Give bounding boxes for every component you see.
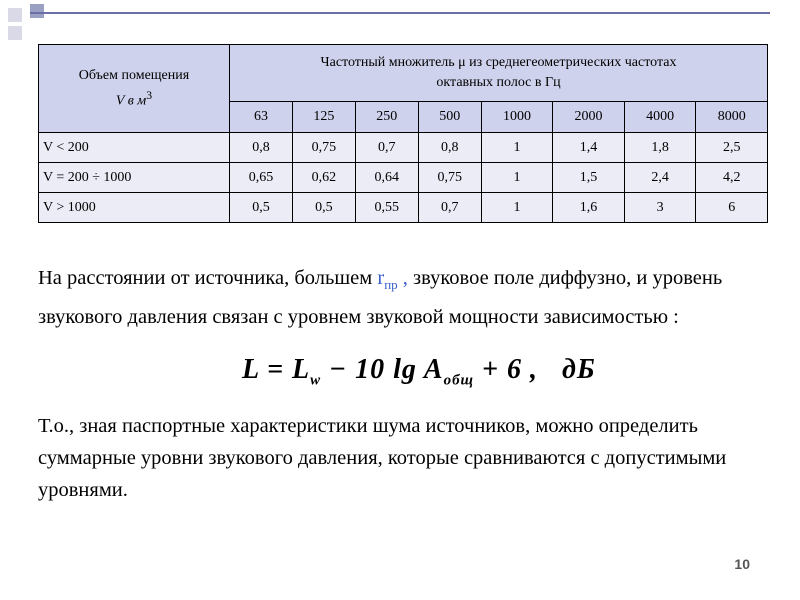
frequency-header-cell: 63 xyxy=(230,102,293,133)
multiplier-cell: 0,5 xyxy=(230,193,293,223)
multiplier-cell: 0,75 xyxy=(292,133,355,163)
table-row xyxy=(39,163,768,193)
multiplier-cell: 0,8 xyxy=(230,133,293,163)
multiplier-cell: 2,5 xyxy=(696,133,768,163)
deco-square xyxy=(8,8,22,22)
formula-eq: = xyxy=(259,354,293,385)
header-right-line2: октавных полос в Гц xyxy=(436,75,561,90)
multiplier-cell: 0,5 xyxy=(292,193,355,223)
header-right-line1: Частотный множитель μ из среднегеометрических частотах xyxy=(320,55,677,70)
multiplier-cell: 0,62 xyxy=(292,163,355,193)
paragraph-diffuse-field xyxy=(38,262,763,333)
multiplier-cell: 1 xyxy=(481,133,553,163)
frequency-multiplier-header xyxy=(230,45,768,102)
text1-after: звуковое поле диффузно, и уровень звукового давления связан с уровнем звуковой мощности зависимостью : xyxy=(38,267,723,329)
multiplier-cell: 4,2 xyxy=(696,163,768,193)
multiplier-cell: 2,4 xyxy=(624,163,696,193)
room-volume-header xyxy=(39,45,230,133)
room-volume-cell: V = 200 ÷ 1000 xyxy=(39,163,230,193)
formula-mid: − 10 lg A xyxy=(321,354,444,385)
multiplier-cell: 0,75 xyxy=(418,163,481,193)
frequency-header-cell: 4000 xyxy=(624,102,696,133)
multiplier-cell: 1,8 xyxy=(624,133,696,163)
frequency-header-cell: 125 xyxy=(292,102,355,133)
table-row xyxy=(39,133,768,163)
deco-square xyxy=(30,4,44,18)
sound-level-formula xyxy=(242,354,596,390)
frequency-header-cell: 1000 xyxy=(481,102,553,133)
text1-before: На расстоянии от источника, большем xyxy=(38,267,378,289)
table-row xyxy=(39,193,768,223)
header-left-line2: V в м xyxy=(115,93,147,109)
multiplier-cell: 0,8 xyxy=(418,133,481,163)
frequency-header-cell: 500 xyxy=(418,102,481,133)
frequency-header-cell: 250 xyxy=(355,102,418,133)
multiplier-cell: 1 xyxy=(481,163,553,193)
multiplier-cell: 0,55 xyxy=(355,193,418,223)
multiplier-cell: 1,4 xyxy=(553,133,625,163)
slide-decoration xyxy=(0,0,800,40)
frequency-header-cell: 2000 xyxy=(553,102,625,133)
frequency-header-cell: 8000 xyxy=(696,102,768,133)
multiplier-cell: 6 xyxy=(696,193,768,223)
formula-L: L xyxy=(242,354,260,385)
r-pr-sub: пр xyxy=(384,277,398,293)
deco-square xyxy=(8,26,22,40)
multiplier-cell: 1,6 xyxy=(553,193,625,223)
multiplier-cell: 0,7 xyxy=(418,193,481,223)
paragraph-conclusion: Т.о., зная паспортные характеристики шума источников, можно определить суммарные уровни звукового давления, которые сравниваются с допустимыми уровнями. xyxy=(38,415,727,501)
room-volume-cell: V > 1000 xyxy=(39,193,230,223)
frequency-multiplier-table xyxy=(38,44,768,223)
formula-unit: дБ xyxy=(562,354,596,385)
r-pr-main: r xyxy=(377,267,385,289)
multiplier-cell: 1 xyxy=(481,193,553,223)
multiplier-cell: 0,7 xyxy=(355,133,418,163)
multiplier-cell: 0,65 xyxy=(230,163,293,193)
formula-A-sub: общ xyxy=(443,372,475,389)
page-number: 10 xyxy=(734,556,750,572)
formula-w-sub: w xyxy=(310,372,322,389)
r-pr-symbol xyxy=(377,267,408,293)
multiplier-cell: 0,64 xyxy=(355,163,418,193)
formula-Lw: L xyxy=(292,354,311,385)
multiplier-cell: 3 xyxy=(624,193,696,223)
room-volume-cell: V < 200 xyxy=(39,133,230,163)
r-pr-after: , xyxy=(397,267,408,289)
header-left-sup: 3 xyxy=(146,88,153,102)
multiplier-cell: 1,5 xyxy=(553,163,625,193)
formula-end: + 6 , xyxy=(474,354,539,385)
header-left-line1: Объем помещения xyxy=(78,67,190,83)
deco-line xyxy=(30,12,770,14)
